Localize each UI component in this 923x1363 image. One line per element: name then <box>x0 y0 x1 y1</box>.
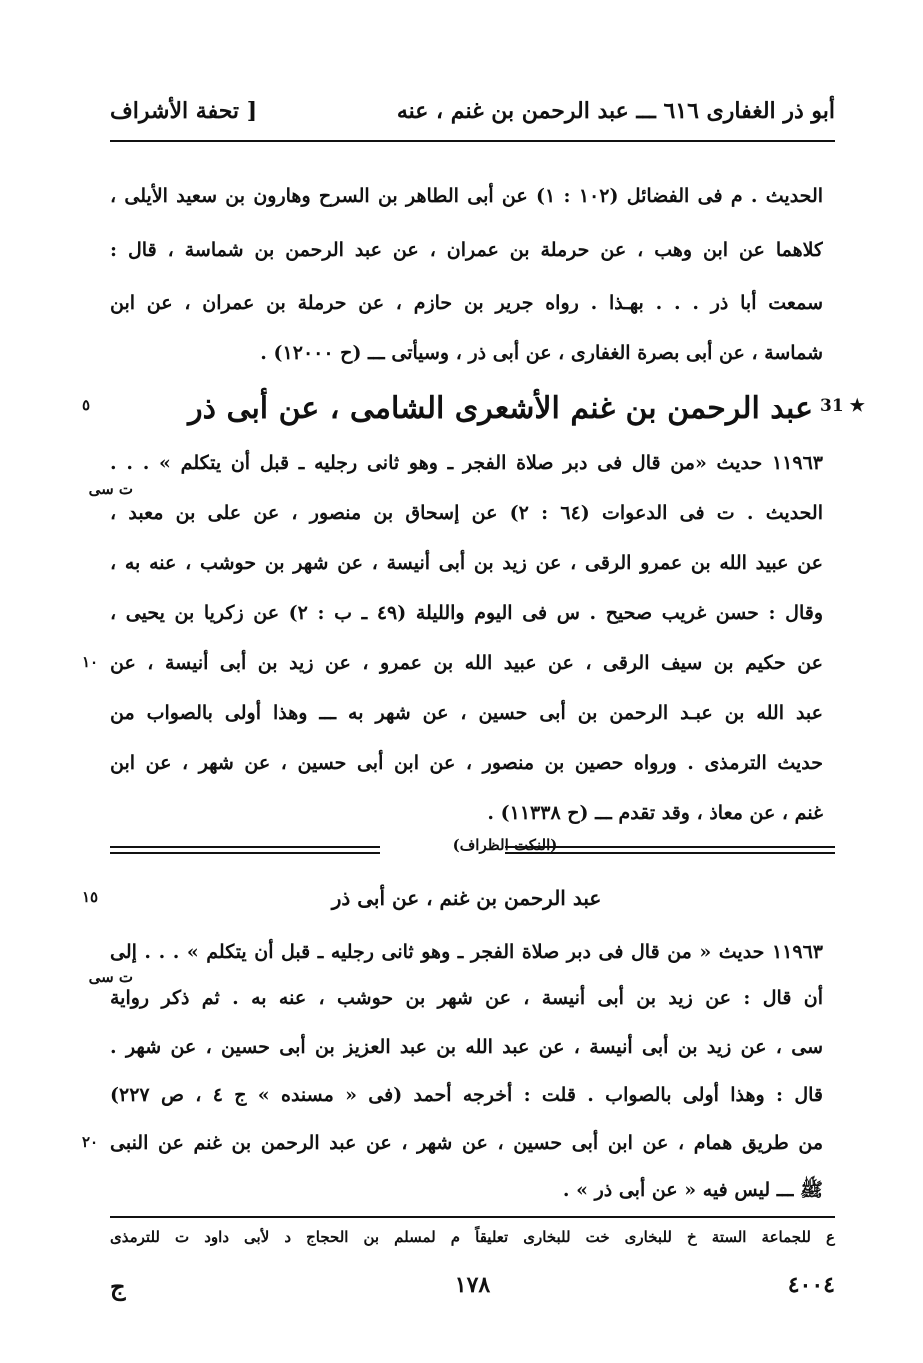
double-rule <box>110 846 380 854</box>
text-line: أن قال : عن زيد بن أبى أنيسة ، عن شهر بن حوشب ، عنه به . ثم ذكر رواية <box>110 987 823 1009</box>
sigla-key: ع للجماعة الستة خ للبخارى خت للبخارى تعليقاً م لمسلم بن الحجاج د لأبى داود ت للترمذى <box>110 1228 835 1246</box>
sigla-margin: ت سى <box>88 480 133 498</box>
text-line: وقال : حسن غريب صحيح . س فى اليوم والليلة (٤٩ ـ ب : ٢) عن زكريا بن يحيى ، <box>110 602 823 624</box>
header-title: أبو ذر الغفارى ٦١٦ ـــ عبد الرحمن بن غنم ، عنه <box>396 98 835 124</box>
running-header <box>110 98 835 138</box>
header-book-name: [ تحفة الأشراف <box>110 98 258 124</box>
sigla-margin: ت سى <box>88 968 133 986</box>
text-line: الحديث . ت فى الدعوات (٦٤ : ٢) عن إسحاق بن منصور ، عن على بن معبد ، <box>110 502 823 524</box>
line-number: ٢٠ <box>82 1133 99 1151</box>
text-line: عن حكيم بن سيف الرقى ، عن عبيد الله بن عمرو ، عن زيد بن أبى أنيسة ، عن <box>110 652 823 674</box>
text-line: ﷺ ـــ ليس فيه « عن أبى ذر » . <box>562 1179 823 1201</box>
text-line: عن عبيد الله بن عمرو الرقى ، عن زيد بن أبى أنيسة ، عن شهر بن حوشب ، عنه به ، <box>110 552 823 574</box>
footnote-rule <box>110 1216 835 1218</box>
text-line: ١١٩٦٣ حديث «من قال فى دبر صلاة الفجر ـ وهو ثانى رجليه ـ قبل أن يتكلم » . . . <box>110 452 823 474</box>
line-number: ١٠ <box>82 653 99 671</box>
nukat-label: (النكت الظراف) <box>452 836 558 854</box>
text-line: الحديث . م فى الفضائل (١٠٢ : ١) عن أبى الطاهر بن السرح وهارون بن سعيد الأيلى ، <box>110 185 823 207</box>
volume-number: ٤٠٠٤ <box>787 1272 835 1298</box>
text-line: سمعت أبا ذر . . . بهـذا . رواه جرير بن حازم ، عن حرملة بن عمران ، عن ابن <box>110 292 823 314</box>
text-line: حديث الترمذى . ورواه حصين بن منصور ، عن ابن أبى حسين ، عن شهر ، عن ابن <box>110 752 823 774</box>
section-title: عبد الرحمن بن غنم الأشعرى الشامى ، عن أبى ذر <box>188 391 813 426</box>
page-footer <box>110 1272 835 1312</box>
text-line: عبد الله بن عبـد الرحمن بن أبى حسين ، عن شهر به ـــ وهذا أولى بالصواب من <box>110 702 823 724</box>
line-number: ١٥ <box>82 888 99 906</box>
text-line: قال : وهذا أولى بالصواب . قلت : أخرجه أحمد (فى « مسنده » ج ٤ ، ص ٢٢٧) <box>110 1084 823 1106</box>
line-number: ٥ <box>82 396 91 414</box>
text-line: شماسة ، عن أبى بصرة الغفارى ، عن أبى ذر ، وسيأتى ـــ (ح ١٢٠٠٠) . <box>260 342 823 364</box>
header-rule <box>110 140 835 142</box>
nukat-subheading: عبد الرحمن بن غنم ، عن أبى ذر <box>331 886 602 910</box>
text-line: سى ، عن زيد بن أبى أنيسة ، عن عبد الله بن عبد العزيز بن أبى حسين ، عن شهر . <box>110 1036 823 1058</box>
section-marker: 31 ★ <box>820 396 865 416</box>
double-rule <box>505 846 835 854</box>
page-number: ١٧٨ <box>454 1272 491 1298</box>
text-line: كلاهما عن ابن وهب ، عن حرملة بن عمران ، عن عبد الرحمن بن شماسة ، قال : <box>110 239 823 261</box>
nukat-divider <box>110 836 835 860</box>
text-line: ١١٩٦٣ حديث « من قال فى دبر صلاة الفجر ـ وهو ثانى رجليه ـ قبل أن يتكلم » . . . إلى <box>110 941 823 963</box>
signature-mark: ج <box>110 1272 126 1301</box>
text-line: غنم ، عن معاذ ، وقد تقدم ـــ (ح ١١٣٣٨) . <box>487 802 823 824</box>
text-line: من طريق همام ، عن ابن أبى حسين ، عن شهر ، عن عبد الرحمن بن غنم عن النبى <box>110 1132 823 1154</box>
